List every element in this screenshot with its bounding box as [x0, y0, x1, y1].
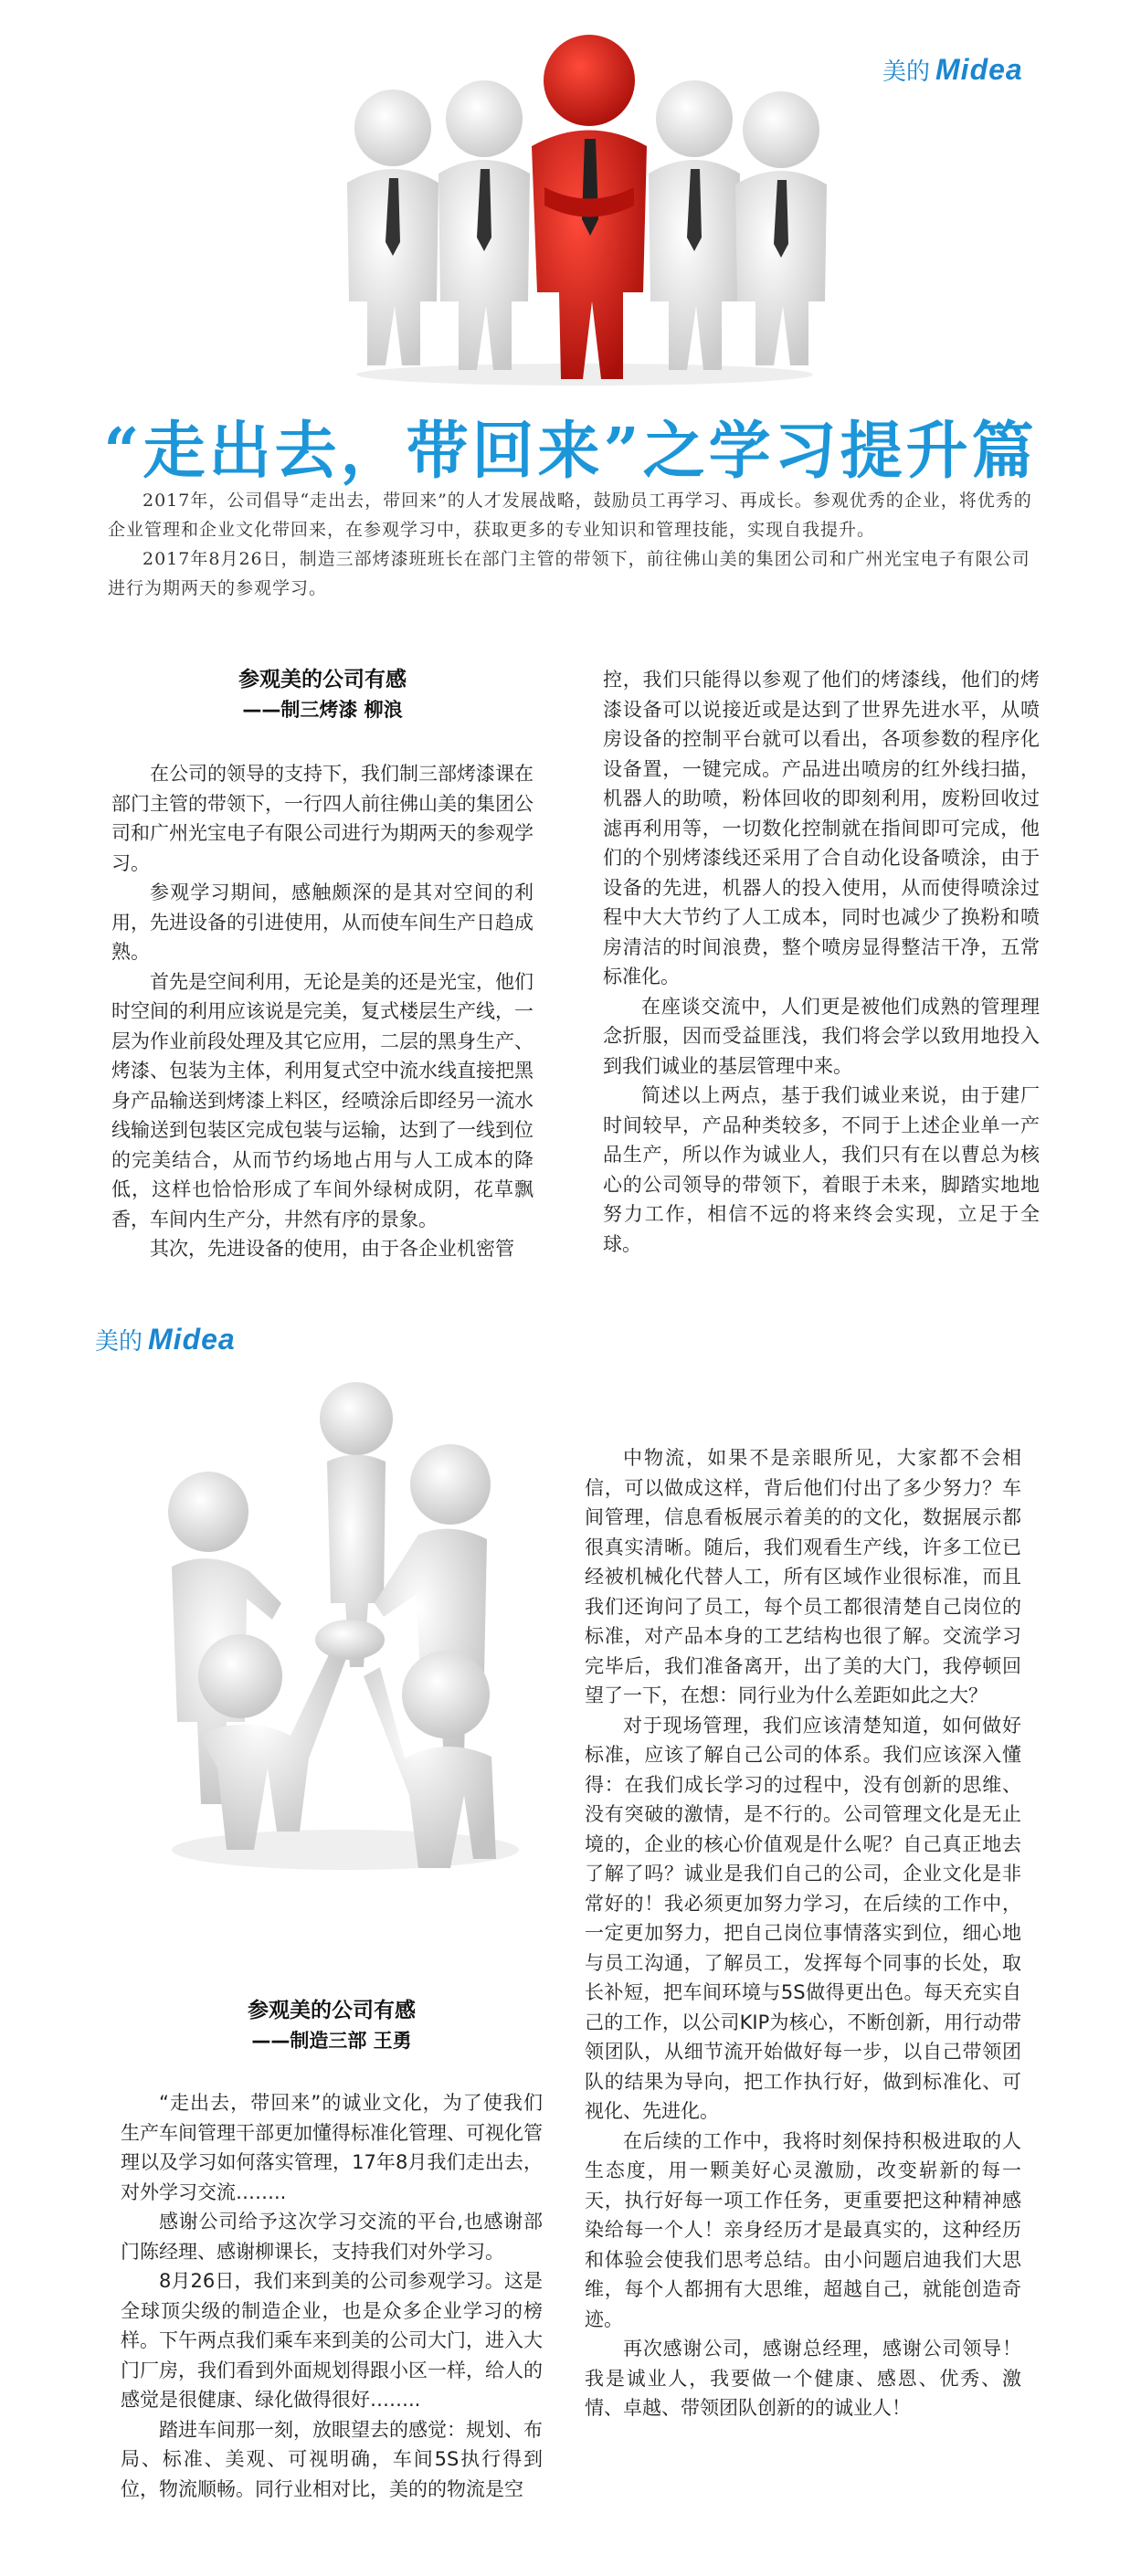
article1-paragraph: 参观学习期间，感触颇深的是其对空间的利用，先进设备的引进使用，从而使车间生产日趋成熟。 — [111, 882, 534, 963]
teamwork-hands-illustration — [144, 1375, 546, 1882]
midea-logo-top — [882, 53, 1023, 87]
article1-paragraph: 首先是空间利用，无论是美的还是光宝，他们时空间的利用应该说是完美，复式楼层生产线，一层为作业前段处理及其它应用，二层的黑身生产、烤漆、包装为主体，利用复式空中流水线直接把黑身产品输送到烤漆上料区，经喷涂后即经另一流水线输送到包装区完成包装与运输，达到了一线到位的完美结合，从而节约场地占用与人工成本的降低，这样也恰恰形成了车间外绿树成阴，花草飘香，车间内生产分，井然有序的景象。 — [111, 970, 534, 1230]
article1-paragraph: 控，我们只能得以参观了他们的烤漆线，他们的烤漆设备可以说接近或是达到了世界先进水平，从喷房设备的控制平台就可以看出，各项参数的程序化设备置，一键完成。产品进出喷房的红外线扫描，机器人的助喷，粉体回收的即刻利用，废粉回收过滤再利用等，一切数化控制就在指间即可完成，他们的个别烤漆线还采用了合自动化设备喷涂，由于设备的先进，机器人的投入使用，从而使得喷涂过程中大大节约了人工成本，同时也减少了换粉和喷房清洁的时间浪费，整个喷房显得整洁干净，五常标准化。 — [603, 669, 1040, 987]
team-leader-illustration — [329, 27, 840, 388]
brand-cn: 美的 — [882, 58, 931, 86]
brand-cn: 美的 — [95, 1328, 143, 1356]
article2-right-column — [585, 1443, 1021, 2423]
article2-paragraph: 感谢公司给予这次学习交流的平台,也感谢部门陈经理、感谢柳课长，支持我们对外学习。 — [121, 2211, 543, 2263]
white-figure-4 — [649, 80, 740, 370]
article1-author: ——制三烤漆 柳浪 — [242, 698, 403, 721]
article1-paragraph: 简述以上两点，基于我们诚业来说，由于建厂时间较早，产品种类较多，不同于上述企业单一产品生产，所以作为诚业人，我们只有在以曹总为核心的公司领导的带领下，着眼于未来，脚踏实地地努力工作，相信不远的将来终会实现，立足于全球。 — [603, 1084, 1040, 1255]
red-leader-figure — [532, 35, 647, 379]
page-title: “走出去，带回来”之学习提升篇 — [103, 415, 1038, 488]
white-figure-2 — [438, 80, 530, 370]
white-figure-5 — [735, 91, 827, 365]
article2-left-column — [121, 1996, 543, 2504]
article2-title: 参观美的公司有感 — [248, 1999, 416, 2022]
article1-right-column — [603, 665, 1040, 1259]
article2-paragraph: 再次感谢公司，感谢总经理，感谢公司领导！我是诚业人，我要做一个健康、感恩、优秀、激情、卓越、带领团队创新的的诚业人！ — [585, 2338, 1021, 2419]
article1-paragraph: 在座谈交流中，人们更是被他们成熟的管理理念折服，因而受益匪浅，我们将会学以致用地投入到我们诚业的基层管理中来。 — [603, 995, 1040, 1077]
article2-paragraph: 中物流，如果不是亲眼所见，大家都不会相信，可以做成这样，背后他们付出了多少努力？车间管理，信息看板展示着美的的文化，数据展示都很真实清晰。随后，我们观看生产线，许多工位已经被机械化代替人工，所有区域作业很标准，而且我们还询问了员工，每个员工都很清楚自己岗位的标准，对产品本身的工艺结构也很了解。交流学习完毕后，我们准备离开，出了美的大门，我停顿回望了一下，在想：同行业为什么差距如此之大？ — [585, 1447, 1021, 1706]
article2-paragraph: “走出去，带回来”的诚业文化，为了使我们生产车间管理干部更加懂得标准化管理、可视化管理以及学习如何落实管理，17年8月我们走出去，对外学习交流…….. — [121, 2092, 543, 2203]
article1-paragraph: 其次，先进设备的使用，由于各企业机密管 — [150, 1238, 514, 1260]
brand-en: Midea — [148, 1323, 236, 1356]
article2-paragraph: 踏进车间那一刻，放眼望去的感觉：规划、布局、标准、美观、可视明确，车间5S执行得到位，物流顺畅。同行业相对比，美的的物流是空 — [121, 2418, 543, 2500]
joined-hands — [315, 1620, 385, 1660]
article2-paragraph: 在后续的工作中，我将时刻保持积极进取的人生态度，用一颗美好心灵激励，改变崭新的每一天，执行好每一项工作任务，更重要把这种精神感染给每一个人！亲身经历才是最真实的，这种经历和体验会使我们思考总结。由小问题启迪我们大思维，每个人都拥有大思维，超越自己，就能创造奇迹。 — [585, 2129, 1021, 2330]
white-figure-1 — [347, 90, 438, 365]
midea-logo-middle — [95, 1323, 236, 1357]
article1-paragraph: 在公司的领导的支持下，我们制三部烤漆课在部门主管的带领下，一行四人前往佛山美的集团公司和广州光宝电子有限公司进行为期两天的参观学习。 — [111, 763, 534, 874]
intro-section — [108, 486, 1047, 603]
article1-title: 参观美的公司有感 — [238, 668, 407, 692]
white-figure-front-left — [198, 1634, 347, 1850]
intro-paragraph-2: 2017年8月26日，制造三部烤漆班班长在部门主管的带领下，前往佛山美的集团公司和广州光宝电子有限公司进行为期两天的参观学习。 — [108, 549, 1030, 598]
brand-en: Midea — [935, 53, 1023, 86]
article2-author: ——制造三部 王勇 — [251, 2029, 412, 2052]
article2-paragraph: 8月26日，我们来到美的公司参观学习。这是全球顶尖级的制造企业，也是众多企业学习的榜样。下午两点我们乘车来到美的公司大门，进入大门厂房，我们看到外面规划得跟小区一样，给人的感觉是很健康、绿化做得很好…….. — [121, 2270, 543, 2411]
intro-paragraph-1: 2017年，公司倡导“走出去，带回来”的人才发展战略，鼓励员工再学习、再成长。参观优秀的企业，将优秀的企业管理和企业文化带回来，在参观学习中，获取更多的专业知识和管理技能，实现自我提升。 — [108, 491, 1032, 540]
article2-paragraph: 对于现场管理，我们应该清楚知道，如何做好标准，应该了解自己公司的体系。我们应该深入懂得：在我们成长学习的过程中，没有创新的思维、没有突破的激情，是不行的。公司管理文化是无止境的，企业的核心价值观是什么呢？自己真正地去了解了吗？诚业是我们自己的公司，企业文化是非常好的！我必须更加努力学习，在后续的工作中，一定更加努力，把自己岗位事情落实到位，细心地与员工沟通，了解员工，发挥每个同事的长处，取长补短，把车间环境与5S做得更出色。每天充实自己的工作，以公司KIP为核心，不断创新，用行动带领团队，从细节流开始做好每一步，以自己带领团队的结果为导向，把工作执行好，做到标准化、可视化、先进化。 — [585, 1714, 1021, 2122]
article1-left-column — [111, 665, 534, 1264]
